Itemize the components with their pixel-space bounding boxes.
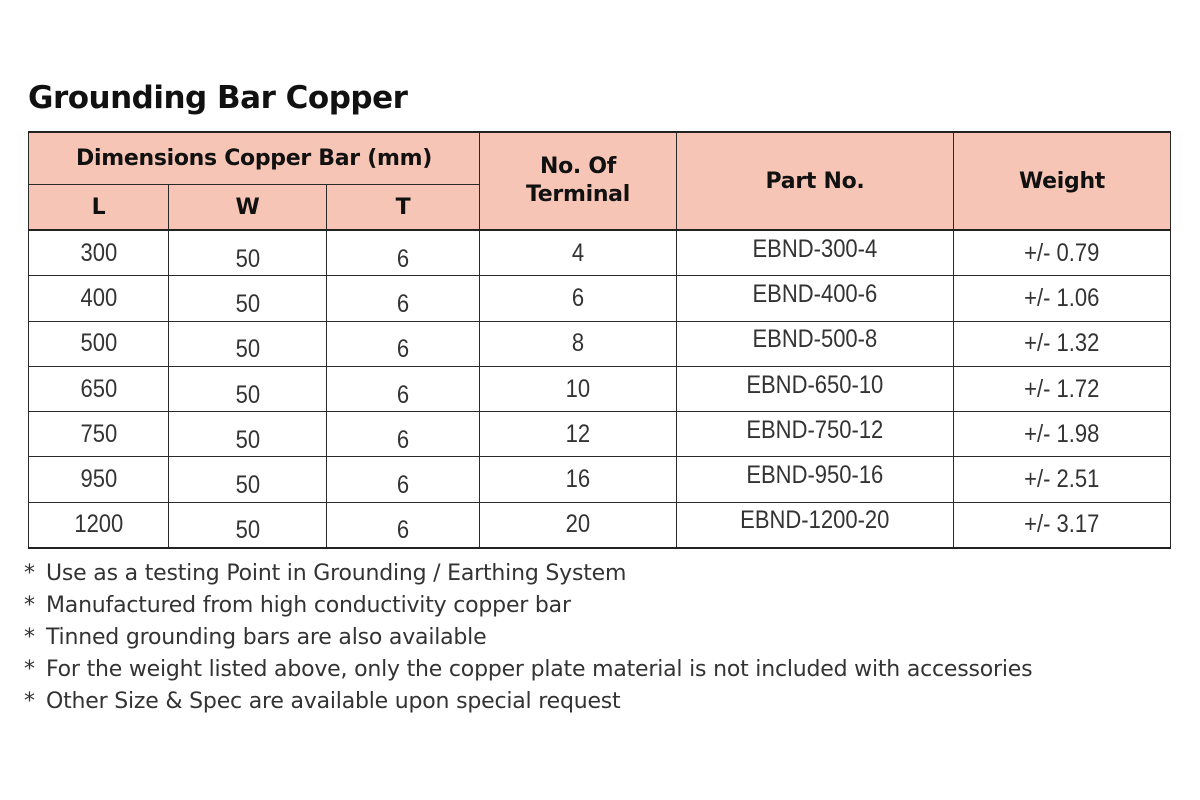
cell-weight: +/- 1.98 [954, 412, 1171, 457]
cell-thickness: 6 [327, 457, 480, 502]
cell-width: 50 [169, 276, 327, 321]
header-terminal: No. Of Terminal [480, 132, 677, 230]
table-row [29, 457, 1171, 502]
cell-terminal: 4 [480, 230, 677, 276]
note-item [24, 622, 1032, 654]
spec-table [28, 131, 1171, 549]
note-bullet: * [24, 625, 35, 650]
cell-width: 50 [169, 412, 327, 457]
note-text: Other Size & Spec are available upon special request [46, 689, 621, 714]
cell-length: 500 [29, 321, 169, 366]
cell-part-no: EBND-1200-20 [677, 502, 954, 548]
note-text: Use as a testing Point in Grounding / Earthing System [46, 561, 627, 586]
cell-part-no: EBND-950-16 [677, 457, 954, 502]
cell-thickness: 6 [327, 502, 480, 548]
note-item [24, 654, 1032, 686]
cell-terminal: 8 [480, 321, 677, 366]
table-row [29, 502, 1171, 548]
cell-length: 750 [29, 412, 169, 457]
cell-length: 300 [29, 230, 169, 276]
cell-weight: +/- 0.79 [954, 230, 1171, 276]
cell-thickness: 6 [327, 276, 480, 321]
cell-thickness: 6 [327, 366, 480, 411]
note-item [24, 558, 1032, 590]
note-item [24, 686, 1032, 718]
cell-part-no: EBND-500-8 [677, 321, 954, 366]
cell-terminal: 12 [480, 412, 677, 457]
header-part-no: Part No. [677, 132, 954, 230]
header-thickness: T [327, 185, 480, 231]
note-bullet: * [24, 593, 35, 618]
table-row [29, 230, 1171, 276]
cell-width: 50 [169, 502, 327, 548]
cell-weight: +/- 1.72 [954, 366, 1171, 411]
cell-part-no: EBND-750-12 [677, 412, 954, 457]
cell-terminal: 10 [480, 366, 677, 411]
cell-length: 1200 [29, 502, 169, 548]
header-length: L [29, 185, 169, 231]
table-row [29, 366, 1171, 411]
cell-terminal: 20 [480, 502, 677, 548]
notes-list [24, 558, 1032, 718]
cell-thickness: 6 [327, 230, 480, 276]
cell-weight: +/- 2.51 [954, 457, 1171, 502]
note-item [24, 590, 1032, 622]
header-weight: Weight [954, 132, 1171, 230]
note-text: For the weight listed above, only the copper plate material is not included with accessories [46, 657, 1033, 682]
page-title: Grounding Bar Copper [28, 80, 408, 116]
cell-width: 50 [169, 230, 327, 276]
table-header [29, 132, 1171, 230]
cell-weight: +/- 1.06 [954, 276, 1171, 321]
note-text: Tinned grounding bars are also available [46, 625, 487, 650]
cell-thickness: 6 [327, 412, 480, 457]
table-row [29, 321, 1171, 366]
note-bullet: * [24, 657, 35, 682]
cell-length: 950 [29, 457, 169, 502]
cell-part-no: EBND-650-10 [677, 366, 954, 411]
header-width: W [169, 185, 327, 231]
cell-weight: +/- 1.32 [954, 321, 1171, 366]
table-body [29, 230, 1171, 548]
cell-length: 650 [29, 366, 169, 411]
cell-length: 400 [29, 276, 169, 321]
cell-width: 50 [169, 321, 327, 366]
cell-weight: +/- 3.17 [954, 502, 1171, 548]
header-dimensions: Dimensions Copper Bar (mm) [29, 132, 480, 185]
note-text: Manufactured from high conductivity copper bar [46, 593, 571, 618]
note-bullet: * [24, 689, 35, 714]
cell-part-no: EBND-400-6 [677, 276, 954, 321]
note-bullet: * [24, 561, 35, 586]
table-row [29, 276, 1171, 321]
cell-thickness: 6 [327, 321, 480, 366]
cell-width: 50 [169, 366, 327, 411]
cell-terminal: 6 [480, 276, 677, 321]
cell-terminal: 16 [480, 457, 677, 502]
cell-width: 50 [169, 457, 327, 502]
cell-part-no: EBND-300-4 [677, 230, 954, 276]
table-row [29, 412, 1171, 457]
